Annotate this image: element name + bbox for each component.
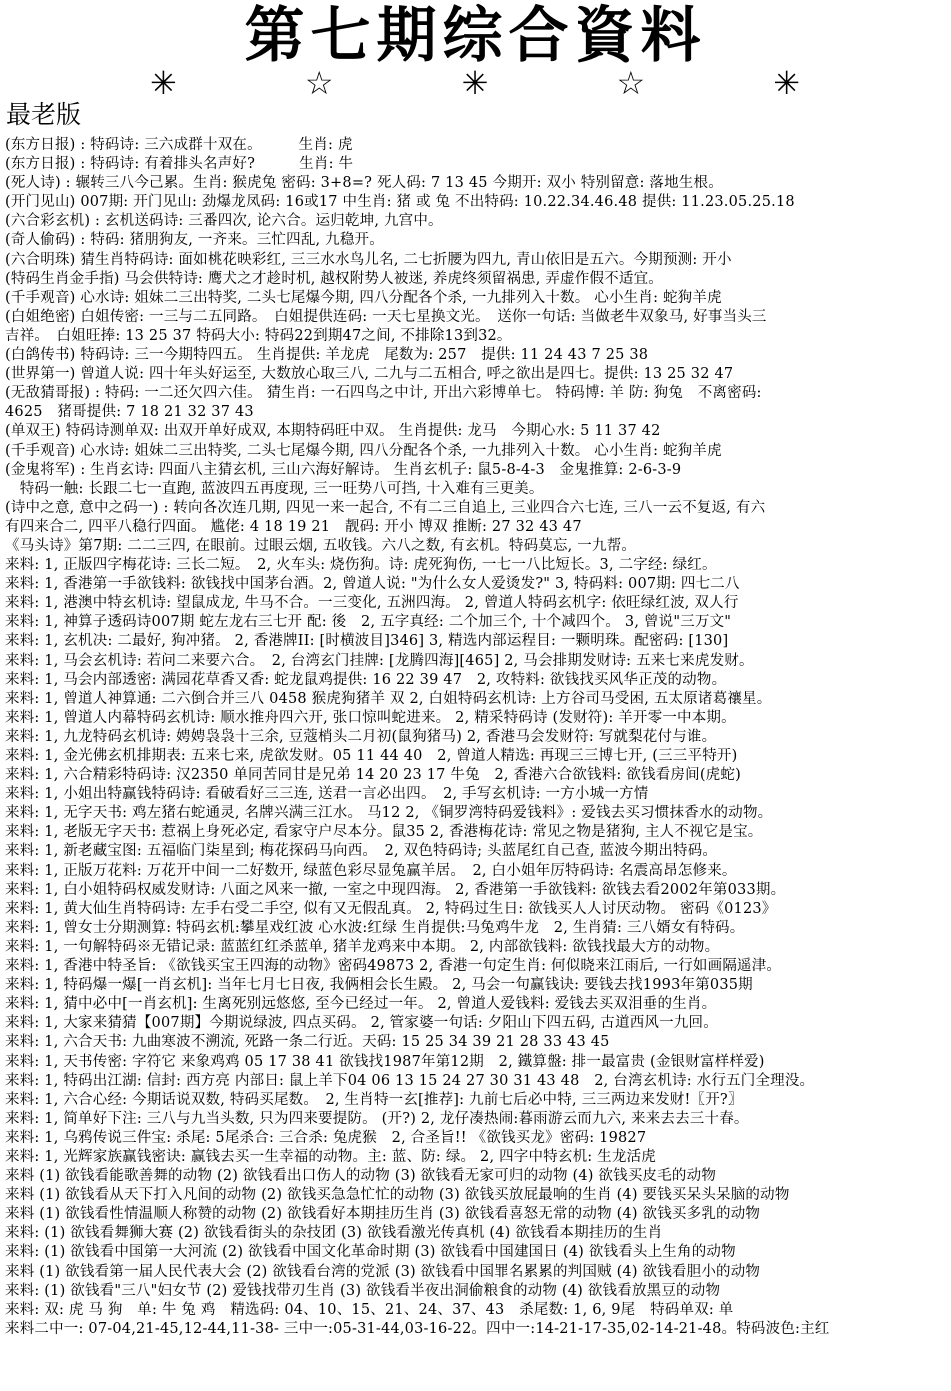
text-line: 来料: 1, 正版四字梅花诗: 三长二短。 2, 火车头: 烧伤狗。诗: 虎死狗伤, 一七一八比短长。3, 二字经: 绿红。: [5, 557, 717, 574]
text-line: (诗中之意, 意中之码一) : 转向各次连几期, 四见一来一起合, 不有二三自追上, 三业四合六七连, 三八一云不复返, 有六: [5, 499, 766, 516]
text-line: 来料: 1, 香港第一手欲钱料: 欲钱找中国茅台酒。2, 曾道人说: "为什么女人爱烫发?" 3, 特码料: 007期: 四七二八: [5, 576, 740, 593]
text-line: 来料: 1, 黄大仙生肖特码诗: 左手右受二手空, 似有又无假乱真。 2, 特码过生日: 欲钱买人人讨厌动物。 密码《0123》: [5, 900, 777, 917]
text-line: 4625 猪哥提供: 7 18 21 32 37 43: [5, 404, 254, 421]
asterisk-icon: ✳: [773, 64, 800, 102]
text-line: 《马头诗》第7期: 二二三四, 在眼前。过眼云烟, 五收钱。六八之数, 有玄机。特码莫忘, 一九帮。: [5, 537, 637, 554]
text-line: (东方日报) : 特码诗: 三六成群十双在。 生肖: 虎: [5, 137, 353, 153]
text-line: 来料: 1, 马会玄机诗: 若问二来要六合。 2, 台湾玄门挂牌: [龙腾四海][465] 2, 马会排期发财诗: 五来七来虎发财。: [5, 652, 754, 669]
text-line: 来料: 1, 小姐出特赢钱特码诗: 看破看好三三连, 送君一言必出四。 2, 手写玄机诗: 一方小城一方情: [5, 786, 649, 803]
page-title: 第七期综合資料: [244, 1, 707, 71]
text-line: 来料: 1, 特码出江湖: 信封: 西方亮 内部日: 鼠上羊下04 06 13 15 24 27 30 31 43 48 2, 台湾玄机诗: 水行五门全理没。: [5, 1072, 815, 1089]
text-line: 特码一触: 长跟二七一直跑, 蓝波四五再度现, 三一旺势八可挡, 十入难有三更美。: [5, 480, 544, 497]
text-line: 来料: 1, 六合天书: 九曲寒波不溯流, 死路一条二行近。天码: 15 25 34 39 21 28 33 43 45: [5, 1034, 610, 1051]
text-line: 来料: 1, 白小姐特码权威发财诗: 八面之风来一撤, 一室之中现四海。 2, 香港第一手欲钱料: 欲钱去看2002年第033期。: [5, 881, 786, 898]
text-line: 来料: 1, 玄机决: 二最好, 狗冲猪。 2, 香港牌II: [时横波目]346] 3, 精选内部运程目: 一颗明珠。配密码: [130]: [5, 633, 729, 650]
text-line: 来料 (1) 欲钱看从天下打入凡间的动物 (2) 欲钱买急急忙忙的动物 (3) 欲钱买放屁最响的生肖 (4) 要钱买呆头呆脑的动物: [5, 1187, 790, 1204]
text-line: 来料 (1) 欲钱看第一届人民代表大会 (2) 欲钱看台湾的党派 (3) 欲钱看中国罪名累累的判国贼 (4) 欲钱看胆小的动物: [5, 1263, 761, 1280]
document-body: [5, 136, 947, 1339]
text-line: 来料 (1) 欲钱看能歌善舞的动物 (2) 欲钱看出口伤人的动物 (3) 欲钱看无家可归的动物 (4) 欲钱买皮毛的动物: [5, 1168, 717, 1185]
text-line: 来料: 1, 马会内部透密: 满园花草香又香: 蛇龙鼠鸡提供: 16 22 39 47 2, 攻特料: 欲钱找买风华正茂的动物。: [5, 671, 727, 688]
text-line: 来料: 1, 光辉家族赢钱密诀: 赢钱去买一生幸福的动物。主: 蓝、防: 绿。 2, 四字中特玄机: 生龙活虎: [5, 1148, 656, 1165]
text-line: (千手观音) 心水诗: 姐妹二三出特奖, 二头七尾爆今期, 四八分配各个杀, 一九排列入十数。 心小生肖: 蛇狗羊虎: [5, 442, 722, 459]
text-line: 来料: 1, 香港中特圣旨: 《欲钱买宝王四海的动物》密码49873 2, 香港一句定生肖: 何似晓来江雨后, 一行如画隔遥津。: [5, 958, 782, 975]
text-line: 来料: 1, 简单好下注: 三八与九当头数, 只为四来要提防。 (开?) 2, 龙仔凑热闹:暮雨游云而九六, 来来去去三十春。: [5, 1110, 749, 1127]
text-line: 来料二中一: 07-04,21-45,12-44,11-38- 三中一:05-31-44,03-16-22。四中一:14-21-17-35,02-14-21-48。特码波色:主红: [5, 1320, 830, 1337]
text-line: (六合彩玄机) : 玄机送码诗: 三番四次, 论六合。运归乾坤, 九宫中。: [5, 213, 443, 230]
text-line: 来料: 1, 曾道人神算通: 二六倒合并三八 0458 猴虎狗猪羊 双 2, 白姐特码玄机诗: 上方谷司马受困, 五太原诸葛禳星。: [5, 690, 772, 707]
text-line: 来料: 双: 虎 马 狗 单: 牛 兔 鸡 精选码: 04、10、15、21、24、37、43 杀尾数: 1, 6, 9尾 特码单双: 单: [5, 1301, 734, 1318]
asterisk-icon: ✳: [461, 64, 489, 102]
star-icon: ☆: [304, 64, 334, 102]
text-line: 吉祥。 白姐旺捧: 13 25 37 特码大小: 特码22到期47之间, 不排除13到32。: [5, 327, 512, 344]
text-line: (白姐绝密) 白姐传密: 一三与二五同路。 白姐提供连码: 一天七星换文光。 送你一句话: 当做老牛双象马, 好事当头三: [5, 308, 767, 325]
text-line: (世界第一) 曾道人说: 四十年头好运至, 大数放心取三八, 二九与二五相合, 呼之欲出是四七。提供: 13 25 32 47: [5, 366, 734, 383]
text-line: 来料 (1) 欲钱看性情温顺人称赞的动物 (2) 欲钱看好本期挂历生肖 (3) 欲钱看喜怒无常的动物 (4) 欲钱买多乳的动物: [5, 1206, 761, 1223]
asterisk-icon: ✳: [150, 64, 177, 102]
text-line: 来料: 1, 六合心经: 今期话说双数, 特码买尾数。 2, 生肖特一玄[推荐]: 九前七后必中特, 三三两边来发财!〖开?〗: [5, 1091, 743, 1108]
text-line: (特码生肖金手指) 马会供特诗: 鹰犬之才趁时机, 越权附势人被迷, 养虎终须留祸患, 弄虚作假不适宜。: [5, 270, 663, 287]
text-line: 来料: 1, 特码爆一爆[一肖玄机]: 当年七月七日夜, 我俩相会长生殿。 2, 马会一句赢钱诀: 要钱去找1993年第035期: [5, 977, 753, 994]
text-line: 来料: 1, 正版万花料: 万花开中间一二好数开, 绿蓝色彩尽显兔赢羊居。 2, 白小姐年厉特码诗: 名震高昂怎修来。: [5, 862, 737, 879]
text-line: (千手观音) 心水诗: 姐妹二三出特奖, 二头七尾爆今期, 四八分配各个杀, 一九排列入十数。 心小生肖: 蛇狗羊虎: [5, 289, 722, 306]
text-line: (无敌猜哥报) : 特码: 一二还欠四六佳。 猜生肖: 一石四鸟之中计, 开出六彩博单七。 特码博: 羊 防: 狗兔 不离密码:: [5, 385, 762, 402]
text-line: 来料: 1, 港澳中特玄机诗: 望鼠成龙, 牛马不合。一三变化, 五洲四海。 2, 曾道人特码玄机字: 依旺绿红波, 双人行: [5, 595, 739, 612]
text-line: (白鸽传书) 特码诗: 三一今期特四五。 生肖提供: 羊龙虎 尾数为: 257 提供: 11 24 43 7 25 38: [5, 347, 649, 364]
text-line: 来料: 1, 乌鸦传说三件宝: 杀尾: 5尾杀合: 三合杀: 兔虎猴 2, 合圣旨!! 《欲钱买龙》密码: 19827: [5, 1129, 647, 1146]
text-line: 来料: 1, 大家来猜猜【007期】今期说绿波, 四点买码。 2, 管家婆一句话: 夕阳山下四五码, 古道西风一九回。: [5, 1015, 718, 1032]
text-line: 来料: (1) 欲钱看舞狮大赛 (2) 欲钱看街头的杂技团 (3) 欲钱看激光传真机 (4) 欲钱看本期挂历的生肖: [5, 1225, 663, 1242]
text-line: 来料: 1, 九龙特码玄机诗: 娉娉袅袅十三余, 豆蔻梢头二月初(鼠狗猪马) 2, 香港马会发财符: 写就梨花付与谁。: [5, 728, 717, 745]
text-line: (单双王) 特码诗测单双: 出双开单好成双, 本期特码旺中双。 生肖提供: 龙马 今期心水: 5 11 37 42: [5, 423, 661, 440]
star-divider: [150, 66, 800, 100]
text-line: (六合明珠) 猜生肖特码诗: 面如桃花映彩红, 三三水水鸟儿名, 二七折腰为四九, 青山依旧是五六。今期预测: 开小: [5, 251, 732, 268]
text-line: 来料: 1, 猜中必中[一肖玄机]: 生离死别远悠悠, 至今已经过一年。 2, 曾道人爱钱料: 爱钱去买双泪垂的生肖。: [5, 996, 717, 1013]
text-line: 来料: 1, 老版无字天书: 惹祸上身死必定, 看家守户尽本分。鼠35 2, 香港梅花诗: 常见之物是猪狗, 主人不视它是宝。: [5, 824, 763, 841]
star-icon: ☆: [616, 64, 646, 102]
text-line: (东方日报) : 特码诗: 有着排头名声好? 生肖: 牛: [5, 156, 354, 173]
text-line: 来料: 1, 新老藏宝图: 五福临门柒星到; 梅花探码马向西。 2, 双色特码诗; 头蓝尾红自己查, 蓝波今期出特码。: [5, 843, 718, 860]
text-line: 来料: (1) 欲钱看"三八"妇女节 (2) 爱钱找带刃生肖 (3) 欲钱看半夜出洞偷粮食的动物 (4) 欲钱看放黑豆的动物: [5, 1282, 721, 1299]
text-line: 有四来合二, 四平八稳行四面。 尴佬: 4 18 19 21 靓码: 开小 博双 推断: 27 32 43 47: [5, 518, 582, 535]
edition-label: 最老版: [6, 100, 82, 129]
text-line: (开门见山) 007期: 开门见山: 劲爆龙凤码: 16或17 中生肖: 猪 或 兔 不出特码: 10.22.34.46.48 提供: 11.23.05.25.18: [5, 194, 795, 211]
text-line: 来料: 1, 一句解特码※无错记录: 蓝蓝红红杀蓝单, 猪羊龙鸡来中本期。 2, 内部欲钱料: 欲钱找最大方的动物。: [5, 938, 720, 955]
text-line: (金鬼将军) : 生肖玄诗: 四面八主猜玄机, 三山六海好解诗。 生肖玄机子: 鼠5-8-4-3 金鬼推算: 2-6-3-9: [5, 461, 682, 478]
text-line: 来料: 1, 无字天书: 鸡左猪右蛇通灵, 名牌兴满三江水。 马12 2, 《铜罗湾特码爱钱料》: 爱钱去买习惯抹香水的动物。: [5, 805, 773, 822]
text-line: 来料: (1) 欲钱看中国第一大河流 (2) 欲钱看中国文化革命时期 (3) 欲钱看中国建国日 (4) 欲钱看头上生角的动物: [5, 1244, 736, 1261]
text-line: 来料: 1, 神算子透码诗007期 蛇左龙右三七开 配: 後 2, 五字真经: 二个加三个, 十个减四个。 3, 曾说"三万文": [5, 614, 732, 631]
text-line: 来料: 1, 金光佛玄机排期表: 五来七来, 虎欲发财。05 11 44 40 2, 曾道人精选: 再现三三博七开, (三三平特开): [5, 748, 738, 764]
text-line: 来料: 1, 天书传密: 字符它 来象鸡鸡 05 17 38 41 欲钱找1987年第12期 2, 鐵算盤: 排一最富贵 (金银财富样样爱): [5, 1053, 765, 1070]
text-line: 来料: 1, 六合精彩特码诗: 汉2350 单同苦同甘是兄弟 14 20 23 17 牛兔 2, 香港六合欲钱料: 欲钱看房间(虎蛇): [5, 767, 741, 784]
text-line: (奇人偷码) : 特码: 猪朋狗友, 一齐来。三忙四乱, 九稳开。: [5, 232, 384, 249]
text-line: 来料: 1, 曾道人内幕特码玄机诗: 顺水推舟四六开, 张口惊叫蛇进来。 2, 精采特码诗 (发财符): 羊开零一中本期。: [5, 709, 736, 726]
text-line: 来料: 1, 曾女士分期测算: 特码玄机:攀星戏红波 心水波:红绿 生肖提供:马兔鸡牛龙 2, 生肖猜: 三八婿女有特码。: [5, 919, 745, 936]
text-line: (死人诗) : 辗转三八今己累。生肖: 猴虎兔 密码: 3+8=? 死人码: 7 13 45 今期开: 双小 特别留意: 落地生根。: [5, 175, 723, 192]
